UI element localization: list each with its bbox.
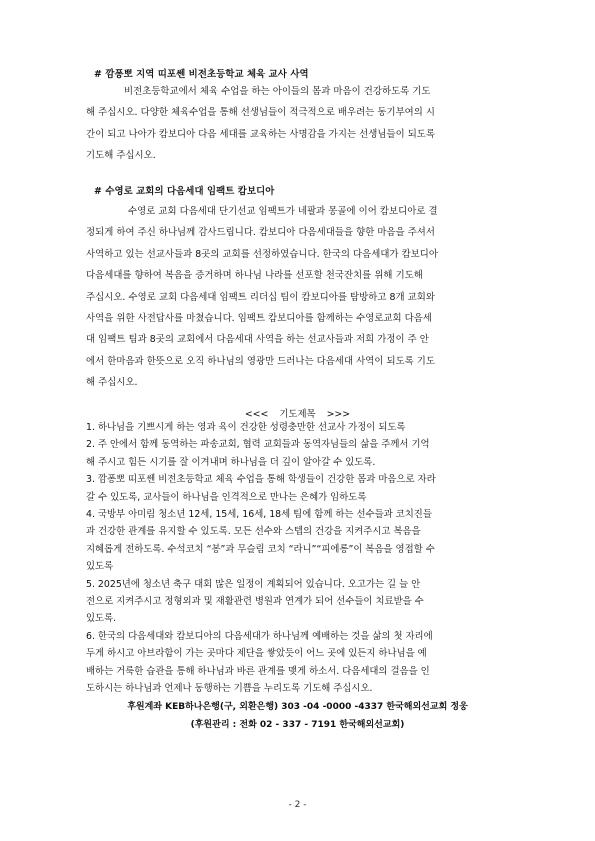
prayer-line: 두게 하시고 아브라함이 가는 곳마다 제단을 쌓았듯이 어느 곳에 있든지 하나님을 예 bbox=[86, 648, 427, 660]
section2-line: 사역하고 있는 선교사들과 8곳의 교회를 선정하였습니다. 한국의 다음세대가 캄보디아 bbox=[86, 248, 439, 260]
page-number: - 2 - bbox=[288, 800, 307, 810]
section1-line: 기도해 주십시오. bbox=[86, 150, 156, 162]
prayer-list-title: <<< 기도제목 >>> bbox=[244, 409, 351, 420]
prayer-line: 도하시는 하나님과 언제나 동행하는 기쁨을 누리도록 기도해 주십시오. bbox=[86, 683, 373, 695]
section2-line: 다음세대를 향하여 복음을 증거하며 하나님 나라를 선포할 천국잔치를 위해 기도해 bbox=[86, 270, 423, 282]
prayer-line: 3. 깜퐁뽀 띠포쎈 비전초등학교 체육 수업을 통해 학생들이 건강한 몸과 마음으로 자라 bbox=[86, 474, 436, 486]
section2-line: 해 주십시오. bbox=[86, 377, 138, 389]
section2-title: # 수영로 교회의 다음세대 임팩트 캄보디아 bbox=[94, 186, 275, 197]
prayer-line: 해 주시고 힘든 시기를 잘 이겨내며 하나님을 더 깊이 알아갈 수 있도록. bbox=[86, 456, 376, 468]
section2-line: 주십시오. 수영로 교회 다음세대 임팩트 리더십 팀이 캄보디아를 탐방하고 8개 교회와 bbox=[86, 291, 435, 303]
prayer-list bbox=[86, 419, 512, 698]
section1-line: 간이 되고 나아가 캄보디아 다음 세대를 교육하는 사명감을 가지는 선생님들이 되도록 bbox=[86, 128, 436, 140]
prayer-line: 4. 국방부 아미림 청소년 12세, 15세, 16세, 18세 팀에 함께 하는 선수들과 코치진들 bbox=[86, 509, 432, 521]
support-contact: (후원관리 : 전화 02 - 337 - 7191 한국해외선교회) bbox=[190, 720, 405, 730]
prayer-line: 5. 2025년에 청소년 축구 대회 많은 일정이 계획되어 있습니다. 오고가는 길 늘 안 bbox=[86, 578, 421, 590]
prayer-line: 지혜롭게 전하도록. 수석코치 “봉”과 무슬림 코치 “라니”“피에롱”이 복음을 영접할 수 bbox=[86, 543, 435, 555]
prayer-line: 6. 한국의 다음세대와 캄보디아의 다음세대가 하나님께 예배하는 것을 삶의 첫 자리에 bbox=[86, 630, 433, 642]
prayer-line: 과 건강한 관계를 유지할 수 있도록. 모든 선수와 스텝의 건강을 지켜주시고 복음을 bbox=[86, 526, 421, 538]
prayer-line: 배하는 거룩한 습관을 통해 하나님과 바른 관계를 맺게 하소서. 다음세대의 걸음을 인 bbox=[86, 665, 430, 677]
section2-body bbox=[86, 201, 508, 394]
section2-line: 에서 한마음과 한뜻으로 오직 하나님의 영광만 드러나는 다음세대 사역이 되도록 기도 bbox=[86, 355, 436, 367]
prayer-line: 있도록. bbox=[86, 613, 117, 625]
section1-line: 해 주십시오. 다양한 체육수업을 통해 선생님들이 적극적으로 배우려는 동기부여의 시 bbox=[86, 107, 436, 119]
prayer-line: 있도록 bbox=[86, 561, 114, 573]
support-account: 후원계좌 KEB하나은행(구, 외환은행) 303 -04 -0000 -4337 한국해외선교회 정웅 bbox=[127, 702, 468, 712]
prayer-line: 전으로 지켜주시고 정형외과 및 재활관련 병원과 연계가 되어 선수들이 치료받을 수 bbox=[86, 596, 424, 608]
prayer-line: 2. 주 안에서 함께 동역하는 파송교회, 협력 교회들과 동역자님들의 삶을 주께서 기억 bbox=[86, 439, 430, 451]
section1-title: # 깜퐁뽀 지역 띠포쎈 비전초등학교 체육 교사 사역 bbox=[94, 69, 309, 80]
section1-line: 비전초등학교에서 체육 수업을 하는 아이들의 몸과 마음이 건강하도록 기도 bbox=[124, 86, 431, 97]
section2-line: 대 임팩트 팀과 8곳의 교회에서 다음세대 사역을 하는 선교사들과 저희 가정이 주 안 bbox=[86, 334, 429, 346]
section2-line: 사역을 위한 사전답사를 마쳤습니다. 임팩트 캄보디아를 함께하는 수영로교회 다음세 bbox=[86, 313, 432, 325]
section2-line: 정되게 하여 주신 하나님께 감사드립니다. 캄보디아 다음세대들을 향한 마음을 주셔서 bbox=[86, 227, 436, 239]
section1-body bbox=[86, 81, 508, 167]
prayer-line: 갈 수 있도록, 교사들이 하나님을 인격적으로 만나는 은혜가 임하도록 bbox=[86, 491, 367, 503]
section2-line: 수영로 교회 다음세대 단기선교 임팩트가 네팔과 몽골에 이어 캄보디아로 결 bbox=[128, 206, 438, 217]
prayer-line: 1. 하나님을 기쁘시게 하는 영과 육이 건강한 성령충만한 선교사 가정이 되도록 bbox=[86, 422, 406, 433]
